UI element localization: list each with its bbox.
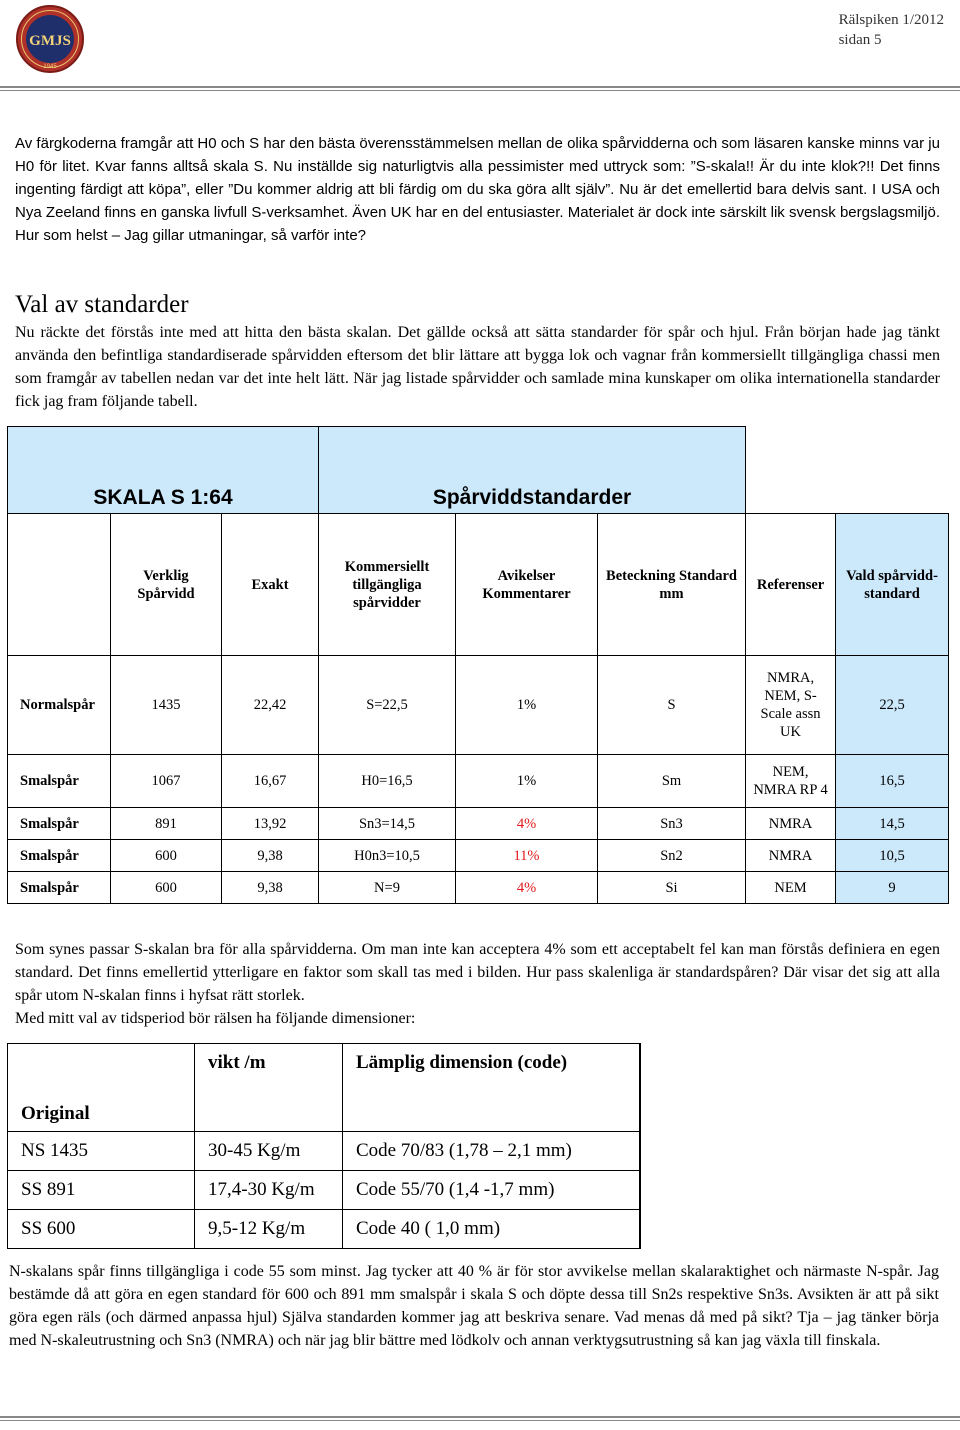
header-rule: [0, 86, 960, 88]
dim-row: [8, 1210, 640, 1249]
row-references: NMRA: [746, 840, 836, 872]
issue-label: Rälspiken 1/2012: [838, 12, 944, 28]
intro-paragraph: [15, 132, 940, 247]
standards-paragraph: Nu räckte det förstås inte med att hitta den bästa skalan. Det gällde också att sätta standarder för spår och hjul. Från början hade jag tänkt använda den befintliga standardiserade spårvidden eftersom det blir lättare att bygga lok och vagnar från kommersiellt tillgängliga chassi men som framgår av tabellen nedan var det inte helt lätt. När jag listade spårvidder och samlade mina kunskaper om olika internationella standarder fick jag fram följande tabell.: [15, 324, 940, 410]
row-designation: Sm: [598, 755, 746, 808]
row-exact: 9,38: [222, 872, 319, 904]
col-header-deviation: Avikelser Kommentarer: [456, 514, 598, 656]
dim-header-weight: vikt /m: [195, 1044, 343, 1132]
col-header-real-gauge: Verklig Spårvidd: [111, 514, 222, 656]
n-scale-paragraph: N-skalans spår finns tillgängliga i code 55 som minst. Jag tycker att 40 % är för stor avvikelse mellan skalaraktighet och närmaste N-spår. Jag bestämde då att göra en egen standard för 600 och 891 mm smalspår i skala S och döpte dessa till Sn2s respektive Sn3s. Avsikten är att på sikt göra egen räls (och därmed anpassa hjul) Själva standarden kommer jag att beskriva senare. Vad menas då med på sikt? Tja – jag tänker börja med N-skaleutrustning och Sn3 (NMRA) och när jag blir bättre med lödkolv och annan verktygsutrustning så kan jag växla till finskala.: [9, 1263, 939, 1349]
dim-code: Code 40 ( 1,0 mm): [343, 1210, 640, 1249]
row-commercial: Sn3=14,5: [319, 808, 456, 840]
row-deviation: 1%: [456, 656, 598, 755]
row-references: NMRA, NEM, S-Scale assn UK: [746, 656, 836, 755]
col-header-designation: Beteckning Standard mm: [598, 514, 746, 656]
dim-code: Code 70/83 (1,78 – 2,1 mm): [343, 1132, 640, 1171]
logo-text: GMJS: [29, 33, 71, 49]
col-header-references: Referenser: [746, 514, 836, 656]
row-exact: 16,67: [222, 755, 319, 808]
table-row: [8, 808, 949, 840]
row-type: Normalspår: [8, 656, 111, 755]
col-header-type: [8, 514, 111, 656]
row-real-gauge: 1067: [111, 755, 222, 808]
dim-weight: 9,5-12 Kg/m: [195, 1210, 343, 1249]
dim-row: [8, 1132, 640, 1171]
row-chosen: 14,5: [836, 808, 949, 840]
row-deviation: 1%: [456, 755, 598, 808]
row-real-gauge: 600: [111, 840, 222, 872]
dim-weight: 30-45 Kg/m: [195, 1132, 343, 1171]
row-real-gauge: 891: [111, 808, 222, 840]
col-header-chosen: Vald spårvidd-standard: [836, 514, 949, 656]
row-references: NEM, NMRA RP 4: [746, 755, 836, 808]
dim-original: SS 600: [8, 1210, 195, 1249]
row-commercial: H0=16,5: [319, 755, 456, 808]
intro-text-b: Det finns ingenting färdigt att köpa”, eller ”Du kommer aldrig att bli färdig om du ska göra allt själv”. Nu är det emellertid bara delvis sant. I USA och Nya Zeeland finns en ganska livfull S-verksamhet. Även UK har en del entusiaster. Materialet är dock inte särskilt lik svensk bergslagsmiljö. Hur som helst – Jag gillar utmaningar, så varför inte?: [15, 158, 940, 244]
row-chosen: 22,5: [836, 656, 949, 755]
dim-header-original: Original: [8, 1044, 195, 1132]
row-type: Smalspår: [8, 840, 111, 872]
row-commercial: S=22,5: [319, 656, 456, 755]
conclusion-text: Som synes passar S-skalan bra för alla spårvidderna. Om man inte kan acceptera 4% som ett acceptabelt fel kan man förstås definiera en egen standard. Det finns emellertid ytterligare en faktor som skall tas med i bilden. Hur pass skalenliga är standardspåren? Där visar det sig att alla spår utom N-skalan finns i hyfsat rätt storlek.: [15, 941, 940, 1004]
conclusion-paragraph: [15, 938, 940, 1030]
row-chosen: 9: [836, 872, 949, 904]
row-exact: 9,38: [222, 840, 319, 872]
row-references: NEM: [746, 872, 836, 904]
club-logo: [8, 4, 92, 74]
table-title-scale: SKALA S 1:64: [8, 427, 319, 514]
dim-row: [8, 1171, 640, 1210]
dim-original: SS 891: [8, 1171, 195, 1210]
table-row: [8, 872, 949, 904]
row-type: Smalspår: [8, 872, 111, 904]
page-header: [839, 10, 944, 50]
row-type: Smalspår: [8, 755, 111, 808]
row-designation: S: [598, 656, 746, 755]
row-exact: 13,92: [222, 808, 319, 840]
row-deviation: 4%: [456, 808, 598, 840]
table-title-standards: Spårviddstandarder: [319, 427, 746, 514]
row-designation: Si: [598, 872, 746, 904]
row-deviation: 4%: [456, 872, 598, 904]
page-number: sidan 5: [838, 32, 882, 48]
row-chosen: 10,5: [836, 840, 949, 872]
row-real-gauge: 1435: [111, 656, 222, 755]
row-exact: 22,42: [222, 656, 319, 755]
logo-year: 1945: [43, 64, 57, 70]
rail-dimension-table: [7, 1043, 641, 1249]
row-commercial: H0n3=10,5: [319, 840, 456, 872]
table-row: [8, 840, 949, 872]
table-row: [8, 656, 949, 755]
row-references: NMRA: [746, 808, 836, 840]
dim-original: NS 1435: [8, 1132, 195, 1171]
section-heading: Val av standarder: [15, 291, 189, 318]
col-header-exact: Exakt: [222, 514, 319, 656]
table-row: [8, 755, 949, 808]
dim-header-code: Lämplig dimension (code): [343, 1044, 640, 1132]
table-title-empty: [746, 427, 949, 514]
intro-text-a: Av färgkoderna framgår att H0 och S har den bästa överensstämmelsen mellan de olika spårvidderna och som läsaren kanske minns var ju H0 för litet. Kvar fanns alltså skala S. Nu inställde sig naturligtvis alla pessimister med uttryck som: ”S-skala!! Är du inte klok?!!: [15, 135, 940, 175]
row-designation: Sn3: [598, 808, 746, 840]
dim-code: Code 55/70 (1,4 -1,7 mm): [343, 1171, 640, 1210]
header-rule-thin: [0, 90, 960, 91]
row-real-gauge: 600: [111, 872, 222, 904]
row-chosen: 16,5: [836, 755, 949, 808]
col-header-commercial: Kommersiellt tillgängliga spårvidder: [319, 514, 456, 656]
row-designation: Sn2: [598, 840, 746, 872]
dimension-intro: Med mitt val av tidsperiod bör rälsen ha följande dimensioner:: [15, 1010, 416, 1027]
row-deviation: 11%: [456, 840, 598, 872]
footer-rule-thin: [0, 1420, 960, 1421]
row-commercial: N=9: [319, 872, 456, 904]
gauge-standards-table: [7, 426, 949, 904]
row-type: Smalspår: [8, 808, 111, 840]
footer-rule: [0, 1416, 960, 1418]
dim-weight: 17,4-30 Kg/m: [195, 1171, 343, 1210]
